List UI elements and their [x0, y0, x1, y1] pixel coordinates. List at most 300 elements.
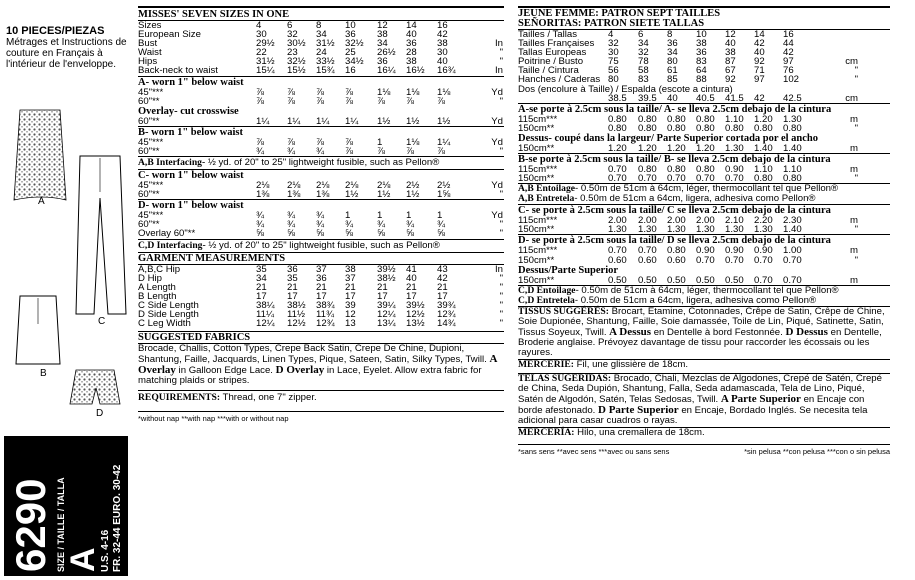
table-cell: ⅝ — [345, 228, 354, 240]
table-cell: 29½ — [256, 38, 275, 50]
table-row — [138, 190, 503, 199]
table-cell: 2⅛ — [316, 180, 330, 192]
table-cell: 0.50 — [608, 274, 627, 286]
row-label: Sizes — [138, 20, 162, 31]
table-cell: ¾ — [256, 219, 265, 231]
dos-row — [518, 94, 890, 103]
table-cell: 0.70 — [667, 173, 686, 185]
table-row — [138, 117, 503, 126]
table-cell: 0.60 — [638, 254, 657, 266]
table-cell: 30 — [256, 29, 267, 41]
table-cell: In — [494, 263, 503, 275]
table-cell: 38 — [345, 263, 356, 275]
row-label: Hips — [138, 56, 158, 68]
table-cell: ⅝ — [437, 228, 446, 240]
row-label: B Length — [138, 290, 177, 302]
interfacing-ab: A,B Interfacing- ½ yd. of 20" to 25" lightweight fusible, such as Pellon® — [138, 157, 440, 169]
table-cell: 1 — [345, 210, 351, 222]
table-cell: 0.80 — [638, 164, 657, 176]
data-table — [518, 246, 858, 264]
data-table — [518, 115, 858, 133]
table-cell: ¾ — [437, 219, 446, 231]
table-cell: 2½ — [437, 180, 451, 192]
table-cell: 8 — [667, 29, 673, 40]
table-cell: 17 — [256, 290, 267, 302]
table-cell: 16½ — [406, 65, 425, 77]
english-column — [138, 6, 504, 423]
table-cell: 2⅛ — [287, 180, 301, 192]
table-cell: 102 — [783, 74, 800, 86]
table-cell: 0.90 — [725, 245, 744, 257]
table-cell: " — [854, 74, 858, 86]
table-cell: 1⅛ — [406, 86, 420, 98]
table-cell: 0.70 — [725, 173, 744, 185]
table-cell: 0.80 — [667, 113, 686, 125]
table-cell: " — [499, 219, 503, 231]
pieces-french-note: Métrages et Instructions de couture en Français à l'intérieur de l'enveloppe. — [6, 37, 127, 70]
entretela-ab: A,B Entretela- 0.50m de 51cm a 64cm, ligera, adhesiva como Pellon® — [518, 193, 816, 205]
table-cell: 1⅜ — [256, 189, 270, 201]
table-cell: 97 — [754, 74, 765, 86]
table-cell: 8 — [316, 20, 322, 31]
table-cell: 0.50 — [725, 274, 744, 286]
yardage-c — [138, 181, 504, 199]
table-cell: 0.90 — [754, 245, 773, 257]
table-cell: 67 — [725, 65, 736, 77]
table-cell: 36 — [345, 29, 356, 41]
data-table — [518, 30, 858, 85]
table-cell: Yd — [491, 136, 503, 148]
table-cell: 1⅛ — [437, 86, 451, 98]
table-cell: ⅝ — [377, 228, 386, 240]
row-label: 150cm** — [518, 224, 555, 236]
table-cell: 0.90 — [696, 245, 715, 257]
table-cell: 0.80 — [667, 122, 686, 134]
entoilage-ab: A,B Entoilage- 0.50m de 51cm à 64cm, léger, thermocollant tel que Pellon® — [518, 183, 839, 195]
fr-es-footnotes — [518, 445, 890, 456]
table-cell: 0.70 — [608, 245, 627, 257]
table-cell: 97 — [783, 56, 794, 68]
table-cell: 0.70 — [783, 254, 802, 266]
table-row — [138, 319, 503, 328]
table-cell: ⅞ — [316, 95, 325, 107]
french-spanish-column — [518, 6, 890, 456]
table-cell: 0.80 — [696, 113, 715, 125]
table-cell: ⅞ — [256, 95, 265, 107]
table-cell: 0.80 — [754, 122, 773, 134]
table-row — [518, 144, 858, 153]
row-label: 150cm** — [518, 142, 555, 154]
table-cell: 0.80 — [783, 122, 802, 134]
garment-measurements-heading: GARMENT MEASUREMENTS — [138, 252, 286, 264]
table-cell: 15¾ — [316, 65, 335, 77]
view-c-label: C — [98, 316, 106, 327]
table-cell: 1½ — [437, 115, 451, 127]
row-label: C Leg Width — [138, 318, 191, 330]
entoilage-cd: C,D Entoilage- 0.50m de 51cm à 64cm, léger, thermocollant tel que Pellon® — [518, 284, 839, 296]
table-cell: 11½ — [287, 308, 305, 320]
table-cell: 0.70 — [608, 164, 627, 176]
table-cell: 40 — [406, 272, 417, 284]
row-label: 150cm** — [518, 122, 555, 134]
table-cell: Yd — [491, 210, 503, 222]
table-cell: 42 — [754, 38, 765, 50]
mercerie: MERCERIE: Fil, une glissière de 18cm. — [518, 358, 689, 370]
data-table — [138, 117, 503, 126]
table-cell: 1.30 — [638, 224, 657, 236]
table-cell: 38½ — [377, 272, 396, 284]
table-cell: 1½ — [377, 189, 391, 201]
table-cell: 1.30 — [608, 224, 627, 236]
pieces-info — [6, 26, 130, 70]
table-cell: 30½ — [287, 38, 306, 50]
table-cell: 10 — [345, 20, 356, 31]
row-label: Tailles / Tallas — [518, 29, 578, 40]
table-cell: 38 — [437, 38, 448, 50]
table-cell: " — [499, 56, 503, 68]
metrage-dessus-d — [518, 276, 890, 285]
table-cell: 38 — [696, 38, 707, 50]
table-cell: m — [850, 164, 858, 176]
table-cell: cm — [845, 56, 858, 68]
data-table — [138, 211, 503, 238]
table-cell: 0.80 — [608, 122, 627, 134]
table-cell: 42 — [783, 47, 794, 59]
table-cell: 1⅛ — [406, 136, 420, 148]
table-cell: 80 — [667, 56, 678, 68]
requirements-text: REQUIREMENTS: Thread, one 7" zipper. — [138, 392, 317, 404]
table-cell: m — [850, 245, 858, 257]
table-cell: 40 — [437, 56, 448, 68]
table-cell: 11¾ — [316, 308, 334, 320]
table-cell: 36 — [316, 272, 327, 284]
table-cell: 44 — [783, 38, 794, 50]
table-cell: 16 — [783, 29, 794, 40]
overlay-a-heading: Overlay- cut crosswise — [138, 105, 239, 117]
row-label: 45"*** — [138, 210, 164, 222]
table-cell: 36 — [667, 38, 678, 50]
size-chart-fr — [518, 30, 890, 85]
table-cell: 1.20 — [638, 142, 657, 154]
table-cell: 40 — [754, 47, 765, 59]
table-cell: 88 — [696, 74, 707, 86]
table-cell: 0.70 — [754, 274, 773, 286]
table-cell: 39¾ — [437, 299, 456, 311]
view-b-label: B — [40, 368, 47, 379]
table-cell: 26½ — [377, 47, 396, 59]
table-cell: " — [854, 173, 858, 185]
table-cell: 0.80 — [667, 164, 686, 176]
data-table — [518, 94, 858, 103]
table-cell: 0.80 — [667, 245, 686, 257]
yardage-overlay-a — [138, 117, 504, 126]
table-cell: 0.70 — [725, 254, 744, 266]
table-cell: 22 — [256, 47, 267, 59]
pattern-number-stamp — [4, 436, 128, 576]
table-cell: 0.80 — [696, 122, 715, 134]
table-cell: 1.30 — [725, 142, 744, 154]
garment-measurements-table — [138, 265, 504, 329]
table-cell: 87 — [725, 56, 736, 68]
table-cell: 92 — [754, 56, 765, 68]
table-cell: 21 — [406, 281, 417, 293]
table-cell: 42.5 — [783, 92, 802, 104]
table-cell: 0.80 — [754, 173, 773, 185]
table-cell: ¾ — [316, 145, 325, 157]
french-title: JEUNE FEMME: PATRON SEPT TAILLES — [518, 8, 721, 19]
table-cell: 0.80 — [608, 113, 627, 125]
table-cell: 61 — [667, 65, 678, 77]
table-cell: 1½ — [345, 189, 359, 201]
table-cell: 1 — [377, 136, 383, 148]
table-cell: 76 — [783, 65, 794, 77]
table-cell: 39¼ — [377, 299, 396, 311]
row-label: Overlay 60"** — [138, 228, 196, 240]
table-row — [518, 256, 858, 265]
table-cell: ⅞ — [345, 136, 354, 148]
table-cell: 40.5 — [696, 92, 715, 104]
table-cell: 2.00 — [638, 215, 657, 227]
table-cell: 36 — [287, 263, 298, 275]
table-cell: " — [854, 122, 858, 134]
table-cell: In — [494, 65, 503, 77]
table-row — [518, 115, 858, 124]
table-cell: 1.10 — [783, 164, 802, 176]
table-cell: 30 — [437, 47, 448, 59]
table-cell: 15½ — [287, 65, 306, 77]
table-cell: ⅞ — [377, 95, 386, 107]
row-label: Poitrine / Busto — [518, 56, 584, 68]
table-cell: 0.70 — [754, 254, 773, 266]
table-cell: 6 — [638, 29, 644, 40]
table-cell: 12 — [725, 29, 736, 40]
view-a-label: A — [38, 196, 45, 207]
table-cell: " — [854, 254, 858, 266]
french-footnote: *sans sens **avec sens ***avec ou sans sens — [518, 446, 670, 456]
table-cell: 1½ — [406, 189, 420, 201]
table-cell: 15¼ — [256, 65, 275, 77]
table-cell: 1 — [406, 210, 412, 222]
row-label: Bust — [138, 38, 158, 50]
table-cell: 14 — [406, 20, 417, 31]
table-cell: 32 — [608, 38, 619, 50]
table-cell: 2.00 — [608, 215, 627, 227]
table-row — [518, 174, 858, 183]
table-cell: 21 — [316, 281, 327, 293]
section-b-heading-fr: B-se porte à 2.5cm sous la taille/ B- se lleva 2.5cm debajo de la cintura — [518, 154, 831, 166]
table-cell: 12 — [377, 20, 388, 31]
table-cell: 40 — [667, 92, 678, 104]
table-cell: 17 — [437, 290, 448, 302]
table-row — [518, 124, 858, 133]
table-cell: 32½ — [287, 56, 306, 68]
table-cell: ¾ — [316, 210, 325, 222]
table-cell: 36 — [406, 38, 417, 50]
table-cell: 1.40 — [783, 142, 802, 154]
row-label: 60"** — [138, 95, 160, 107]
table-cell: 1¼ — [316, 115, 330, 127]
table-cell: cm — [845, 92, 858, 104]
table-cell: " — [499, 318, 503, 330]
table-cell: 30 — [608, 47, 619, 59]
table-cell: ¾ — [406, 219, 415, 231]
table-cell: 0.70 — [696, 254, 715, 266]
table-cell: 12½ — [406, 308, 425, 320]
table-cell: 40 — [406, 29, 417, 41]
row-label: C Side Length — [138, 299, 199, 311]
entretela-cd: C,D Entretela- 0.50m de 51cm a 64cm, ligera, adhesiva como Pellon® — [518, 294, 817, 306]
table-cell: m — [850, 113, 858, 125]
table-cell: In — [494, 38, 503, 50]
table-row — [138, 66, 503, 75]
table-cell: 2.30 — [783, 215, 802, 227]
table-cell: 75 — [608, 56, 619, 68]
table-cell: 2½ — [406, 180, 420, 192]
table-cell: 1⅜ — [287, 189, 301, 201]
table-cell: " — [499, 308, 503, 320]
table-cell: 16 — [345, 65, 356, 77]
table-cell: 0.50 — [667, 274, 686, 286]
table-cell: 13 — [345, 318, 356, 330]
table-cell: " — [499, 299, 503, 311]
table-cell: " — [854, 224, 858, 236]
table-cell: 1.30 — [667, 224, 686, 236]
table-cell: 1.10 — [754, 164, 773, 176]
dos-label: Dos (encolure à Taille) / Espalda (escote a cintura) — [518, 83, 733, 95]
table-cell: 32 — [638, 47, 649, 59]
row-label: 115cm*** — [518, 245, 558, 257]
row-label: Waist — [138, 47, 162, 59]
table-cell: 0.70 — [638, 245, 657, 257]
fr-euro-range: FR. 32-44 EURO. 30-42 — [112, 464, 123, 572]
table-cell: 0.80 — [725, 122, 744, 134]
table-cell: 0.80 — [638, 122, 657, 134]
table-cell: 36 — [696, 47, 707, 59]
table-cell: " — [499, 290, 503, 302]
table-cell: 34 — [638, 38, 649, 50]
table-cell: 2.10 — [725, 215, 744, 227]
data-table — [138, 138, 503, 156]
table-cell: 1.30 — [725, 224, 744, 236]
table-cell: 40 — [725, 38, 736, 50]
table-cell: 12½ — [287, 318, 306, 330]
table-cell: 34½ — [345, 56, 364, 68]
table-cell: ⅞ — [345, 95, 354, 107]
table-cell: Yd — [491, 115, 503, 127]
table-cell: ¾ — [287, 210, 296, 222]
row-label: D Hip — [138, 272, 162, 284]
spanish-footnote: *sin pelusa **con pelusa ***con o sin pelusa — [744, 446, 890, 456]
table-cell: 1 — [377, 210, 383, 222]
table-cell: Yd — [491, 180, 503, 192]
table-cell: ⅞ — [377, 145, 386, 157]
table-cell: ⅞ — [406, 145, 415, 157]
yardage-a — [138, 88, 504, 106]
table-cell: 12¾ — [316, 318, 335, 330]
data-table — [138, 265, 503, 329]
telas-sugeridas: TELAS SUGERIDAS: Brocado, Chali, Mezclas de Algodones, Crepé de Satén, Crepé de China, Seda Dupión, Shantung, Falla, Seda adamascada, Tela de Lino, Piqué, Satén de Algodón, Satén, Telas Sedosas, Twill. A Parte Superior en Encaje con borde afestonado. D Parte Superior en Encaje, Bordado Inglés. Se necesita tela adicional para casar cuadros o rayas. — [518, 372, 882, 426]
us-range: U.S. 4-16 — [100, 529, 111, 572]
suggested-fabrics-text: Brocade, Challis, Cotton Types, Crepe Back Satin, Crepe De Chine, Dupioni, Shantung, Faille, Jacquards, Linen Types, Pique, Sateen, Satin, Silky Types, Twill. A Overlay in Galloon Edge Lace. D Overlay in Lace, Eyelet. Allow extra fabric for matching plaids or stripes. — [138, 343, 497, 387]
table-cell: " — [499, 281, 503, 293]
table-cell: ⅞ — [345, 145, 354, 157]
table-cell: 16 — [437, 20, 448, 31]
table-cell: ¾ — [316, 219, 325, 231]
metrage-dessus-a — [518, 144, 890, 153]
table-cell: 31½ — [316, 38, 335, 50]
table-cell: ⅝ — [316, 228, 325, 240]
table-cell: m — [850, 274, 858, 286]
table-cell: ⅝ — [287, 228, 296, 240]
table-cell: 1.40 — [783, 224, 802, 236]
views-illustration — [8, 88, 130, 428]
table-row — [518, 165, 858, 174]
view-d-label: D — [96, 408, 104, 419]
table-cell: 32 — [287, 29, 298, 41]
table-cell: 34 — [377, 38, 388, 50]
row-label: Hanches / Caderas — [518, 74, 601, 86]
table-cell: 92 — [725, 74, 736, 86]
table-cell: 56 — [608, 65, 619, 77]
table-cell: 1.20 — [696, 142, 715, 154]
row-label: Back-neck to waist — [138, 65, 218, 77]
table-cell: 32½ — [345, 38, 364, 50]
table-cell: ⅞ — [287, 86, 296, 98]
table-cell: ⅞ — [256, 136, 265, 148]
table-cell: ⅞ — [406, 95, 415, 107]
table-cell: 1⅛ — [377, 86, 391, 98]
table-cell: 10 — [696, 29, 707, 40]
table-cell: 13½ — [406, 318, 425, 330]
interfacing-cd: C,D Interfacing- ½ yd. of 20" to 25" lightweight fusible, such as Pellon® — [138, 239, 440, 251]
table-cell: 42 — [754, 92, 765, 104]
row-label: Tallas Europeas — [518, 47, 587, 59]
table-cell: 0.70 — [608, 173, 627, 185]
table-cell: 25 — [345, 47, 356, 59]
table-cell: 38½ — [287, 299, 306, 311]
table-cell: 17 — [345, 290, 356, 302]
table-cell: " — [499, 189, 503, 201]
table-cell: 38 — [406, 56, 417, 68]
row-label: 115cm*** — [518, 164, 558, 176]
table-cell: 64 — [696, 65, 707, 77]
merceria: MERCERÍA: Hilo, una cremallera de 18cm. — [518, 426, 705, 438]
table-cell: 0.80 — [638, 113, 657, 125]
table-cell: 35 — [256, 263, 267, 275]
table-cell: 80 — [608, 74, 619, 86]
table-cell: 58 — [638, 65, 649, 77]
table-cell: 1½ — [406, 115, 420, 127]
table-cell: 38 — [377, 29, 388, 41]
table-cell: ¾ — [287, 145, 296, 157]
row-label: Taille / Cintura — [518, 65, 579, 77]
dessus-d-heading: Dessus/Parte Superior — [518, 264, 619, 276]
table-cell: 0.70 — [783, 274, 802, 286]
table-cell: 83 — [696, 56, 707, 68]
table-cell: ⅞ — [287, 136, 296, 148]
table-cell: 1.20 — [754, 113, 773, 125]
table-cell: 34 — [667, 47, 678, 59]
row-label: D Side Length — [138, 308, 199, 320]
table-cell: 1¼ — [287, 115, 301, 127]
table-cell: 12 — [345, 308, 356, 320]
table-cell: ⅞ — [345, 86, 354, 98]
row-label: 150cm** — [518, 254, 555, 266]
size-label: SIZE / TAILLE / TALLA — [56, 477, 66, 572]
table-cell: 0.50 — [638, 274, 657, 286]
table-cell: ¾ — [256, 210, 265, 222]
data-table — [138, 181, 503, 199]
